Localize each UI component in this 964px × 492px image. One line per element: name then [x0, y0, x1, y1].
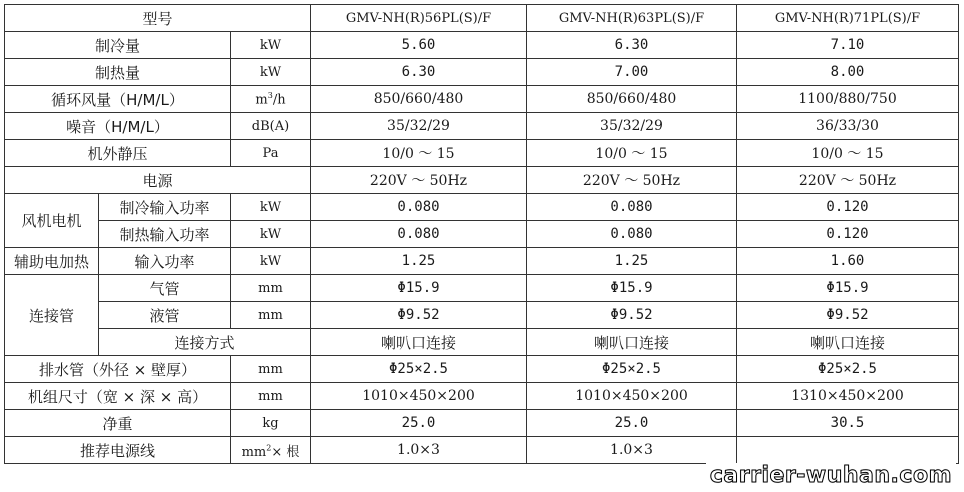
- table-row-power: [5, 167, 959, 194]
- row-unit: dB(A): [231, 113, 311, 140]
- row-label: 噪音（H/M/L）: [5, 113, 231, 140]
- cell-value: 1.0×3: [527, 437, 737, 464]
- table-row-dimensions: [5, 383, 959, 410]
- row-label: 排水管（外径 × 壁厚）: [5, 356, 231, 383]
- cell-value: 0.120: [737, 221, 959, 248]
- row-unit: $m^3/h$: [231, 86, 311, 113]
- watermark: carrier-wuhan.com: [706, 463, 956, 488]
- table-row-heating: [5, 59, 959, 86]
- table-row-aux-heater: [5, 248, 959, 275]
- row-unit: mm: [231, 356, 311, 383]
- row-unit: kW: [231, 248, 311, 275]
- cell-value: 35/32/29: [311, 113, 527, 140]
- row-unit: Pa: [231, 140, 311, 167]
- cell-value: 25.0: [527, 410, 737, 437]
- cell-value: 1310×450×200: [737, 383, 959, 410]
- row-unit: mm: [231, 275, 311, 302]
- cell-value: 850/660/480: [527, 86, 737, 113]
- cell-value: 10/0 ～ 15: [527, 140, 737, 167]
- cell-value: 喇叭口连接: [311, 329, 527, 356]
- group-label: 辅助电加热: [5, 248, 99, 275]
- row-label: 电源: [5, 167, 311, 194]
- cell-value: Φ15.9: [737, 275, 959, 302]
- cell-value: 6.30: [311, 59, 527, 86]
- cell-value: Φ9.52: [311, 302, 527, 329]
- row-unit: kW: [231, 32, 311, 59]
- cell-value: 7.10: [737, 32, 959, 59]
- cell-value: 5.60: [311, 32, 527, 59]
- cell-value: 喇叭口连接: [737, 329, 959, 356]
- table-row-noise: [5, 113, 959, 140]
- cell-value: Φ15.9: [311, 275, 527, 302]
- cell-value: 850/660/480: [311, 86, 527, 113]
- cell-value: 6.30: [527, 32, 737, 59]
- table-row-airflow: [5, 86, 959, 113]
- cell-value: 220V ～ 50Hz: [527, 167, 737, 194]
- table-row-pipe-method: [5, 329, 959, 356]
- cell-value: 220V ～ 50Hz: [737, 167, 959, 194]
- table-row-net-weight: [5, 410, 959, 437]
- table-row-cooling: [5, 32, 959, 59]
- row-label: 制冷输入功率: [99, 194, 231, 221]
- cell-value: 1.60: [737, 248, 959, 275]
- cell-value: 0.080: [311, 221, 527, 248]
- row-unit: kg: [231, 410, 311, 437]
- row-unit: kW: [231, 194, 311, 221]
- cell-value: Φ25×2.5: [737, 356, 959, 383]
- spec-table: [4, 4, 959, 464]
- cell-value: 1100/880/750: [737, 86, 959, 113]
- cell-value: Φ9.52: [527, 302, 737, 329]
- row-label: 制冷量: [5, 32, 231, 59]
- row-unit: mm: [231, 302, 311, 329]
- table-row-drain: [5, 356, 959, 383]
- row-unit: mm: [231, 383, 311, 410]
- group-label: 连接管: [5, 275, 99, 356]
- row-label: 液管: [99, 302, 231, 329]
- cell-value: 1010×450×200: [311, 383, 527, 410]
- model-name: GMV-NH(R)56PL(S)/F: [311, 5, 527, 32]
- row-unit: kW: [231, 59, 311, 86]
- cell-value: 喇叭口连接: [527, 329, 737, 356]
- cell-value-empty: [737, 437, 959, 464]
- cell-value: 25.0: [311, 410, 527, 437]
- cell-value: 36/33/30: [737, 113, 959, 140]
- cell-value: Φ9.52: [737, 302, 959, 329]
- table-row-pipe-gas: [5, 275, 959, 302]
- cell-value: 0.080: [527, 194, 737, 221]
- cell-value: 7.00: [527, 59, 737, 86]
- group-label: 风机电机: [5, 194, 99, 248]
- row-label: 输入功率: [99, 248, 231, 275]
- cell-value: 8.00: [737, 59, 959, 86]
- table-row-model: [5, 5, 959, 32]
- row-label: 连接方式: [99, 329, 311, 356]
- table-row-fan-heat: [5, 221, 959, 248]
- row-label: 推荐电源线: [5, 437, 231, 464]
- row-label: 机组尺寸（宽 × 深 × 高）: [5, 383, 231, 410]
- cell-value: 35/32/29: [527, 113, 737, 140]
- row-label: 制热量: [5, 59, 231, 86]
- row-label: 气管: [99, 275, 231, 302]
- row-label: 机外静压: [5, 140, 231, 167]
- cell-value: Φ25×2.5: [311, 356, 527, 383]
- cell-value: 1.0×3: [311, 437, 527, 464]
- cell-value: 1010×450×200: [527, 383, 737, 410]
- row-unit: kW: [231, 221, 311, 248]
- cell-value: 0.080: [527, 221, 737, 248]
- cell-value: 1.25: [527, 248, 737, 275]
- cell-value: 0.120: [737, 194, 959, 221]
- table-row-fan-cool: [5, 194, 959, 221]
- cell-value: Φ15.9: [527, 275, 737, 302]
- table-row-static-pressure: [5, 140, 959, 167]
- cell-value: 1.25: [311, 248, 527, 275]
- row-label: 净重: [5, 410, 231, 437]
- row-label: 循环风量（H/M/L）: [5, 86, 231, 113]
- cell-value: 10/0 ～ 15: [311, 140, 527, 167]
- cell-value: 10/0 ～ 15: [737, 140, 959, 167]
- cell-value: 30.5: [737, 410, 959, 437]
- cell-value: Φ25×2.5: [527, 356, 737, 383]
- row-unit: $mm^2\times$ 根: [231, 437, 311, 464]
- model-name: GMV-NH(R)71PL(S)/F: [737, 5, 959, 32]
- model-label: 型号: [5, 5, 311, 32]
- table-row-pipe-liquid: [5, 302, 959, 329]
- table-row-power-cable: [5, 437, 959, 464]
- cell-value: 0.080: [311, 194, 527, 221]
- model-name: GMV-NH(R)63PL(S)/F: [527, 5, 737, 32]
- row-label: 制热输入功率: [99, 221, 231, 248]
- cell-value: 220V ～ 50Hz: [311, 167, 527, 194]
